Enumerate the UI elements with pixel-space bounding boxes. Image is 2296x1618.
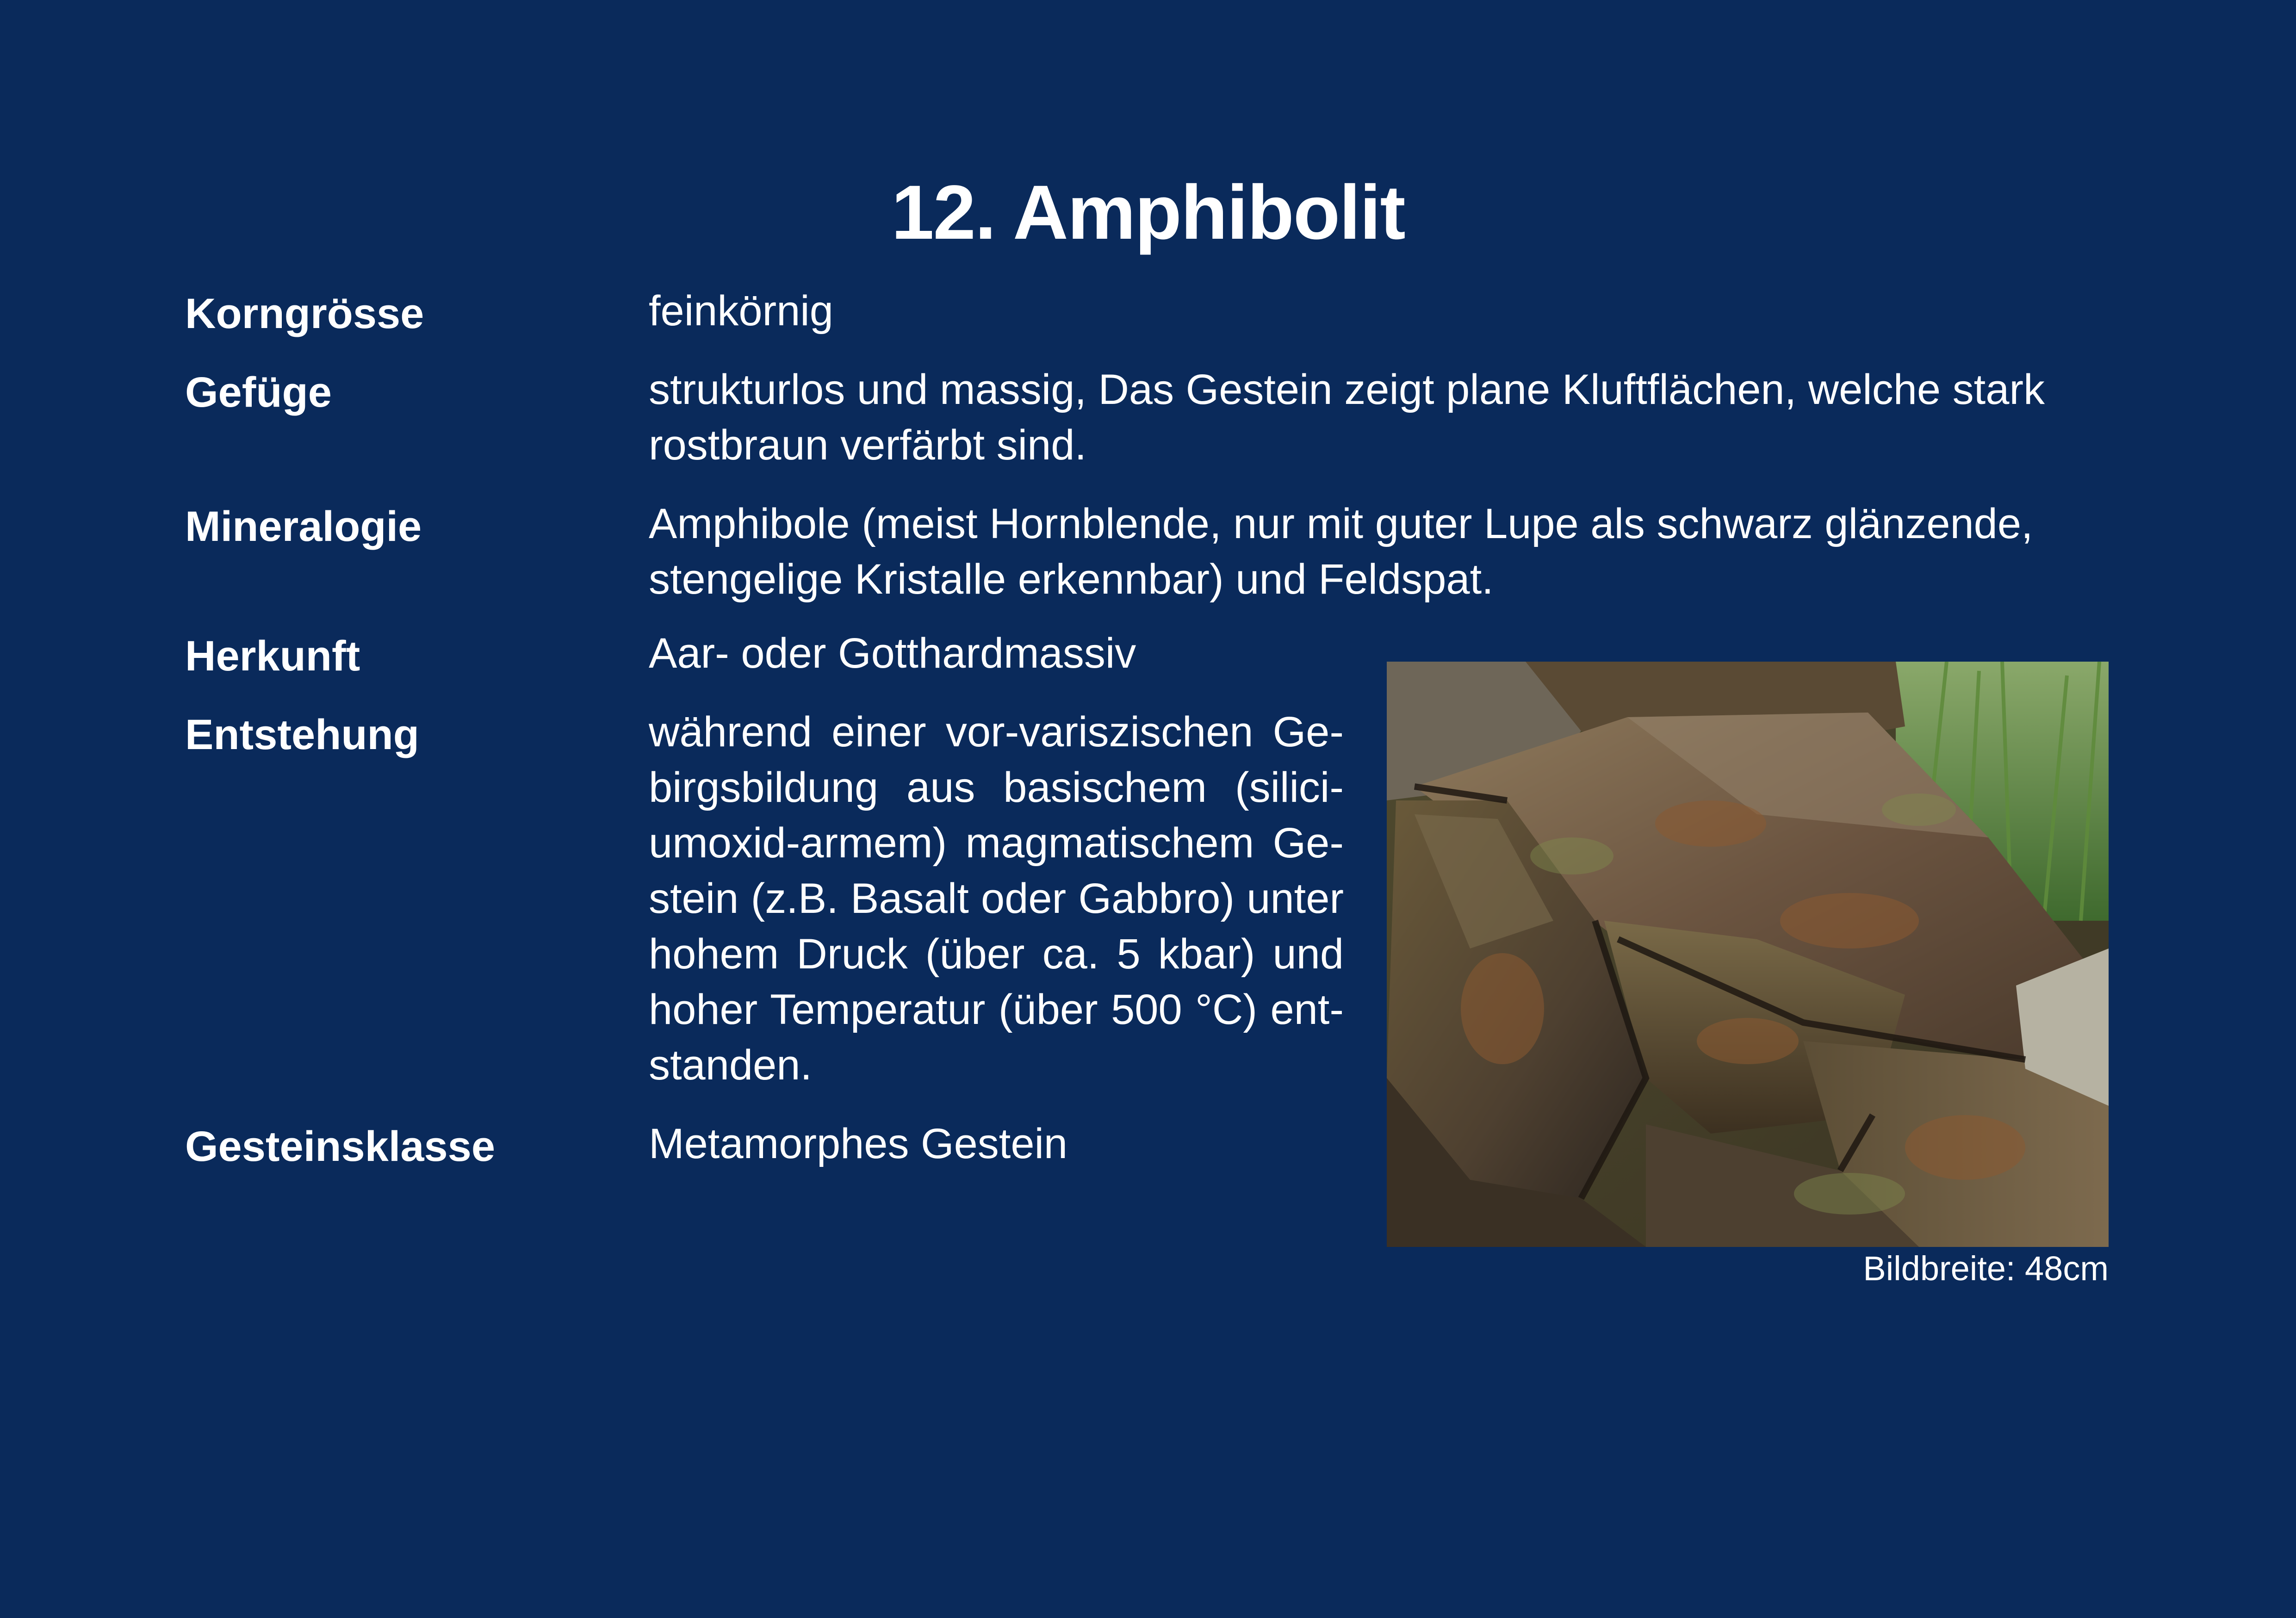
image-caption: Bildbreite: 48cm [1863, 1249, 2109, 1288]
value-gesteinsklasse: Metamorphes Gestein [649, 1120, 1068, 1167]
value-mineralogie: Amphibole (meist Hornblende, nur mit guter Lupe als schwarz glänzende, stengelige Kristalle erkennbar) und Feldspat. [649, 500, 2033, 603]
label-mineralogie: Mineralogie [185, 503, 422, 550]
page-title: 12. Amphibolit [891, 170, 1405, 255]
label-herkunft: Herkunft [185, 632, 360, 680]
value-korngroesse: feinkörnig [649, 287, 833, 335]
value-herkunft: Aar- oder Gotthardmassiv [649, 630, 1136, 677]
label-gesteinsklasse: Gesteinsklasse [185, 1123, 496, 1170]
value-entstehung: während einer vor-variszischen Gebirgsbildung aus basischem (siliciumoxid-armem) magmatischem Gestein (z.B. Basalt oder Gabbro) unter hohem Druck (über ca. 5 kbar) und hoher Temperatur (über 500 °C) entstanden. [649, 708, 1344, 1089]
rock-photo [1387, 662, 2109, 1247]
label-gefuege: Gefüge [185, 369, 332, 416]
label-korngroesse: Korngrösse [185, 290, 424, 337]
value-gefuege: strukturlos und massig, Das Gestein zeigt plane Kluftflächen, welche stark rostbraun verfärbt sind. [649, 366, 2045, 469]
label-entstehung: Entstehung [185, 711, 419, 758]
